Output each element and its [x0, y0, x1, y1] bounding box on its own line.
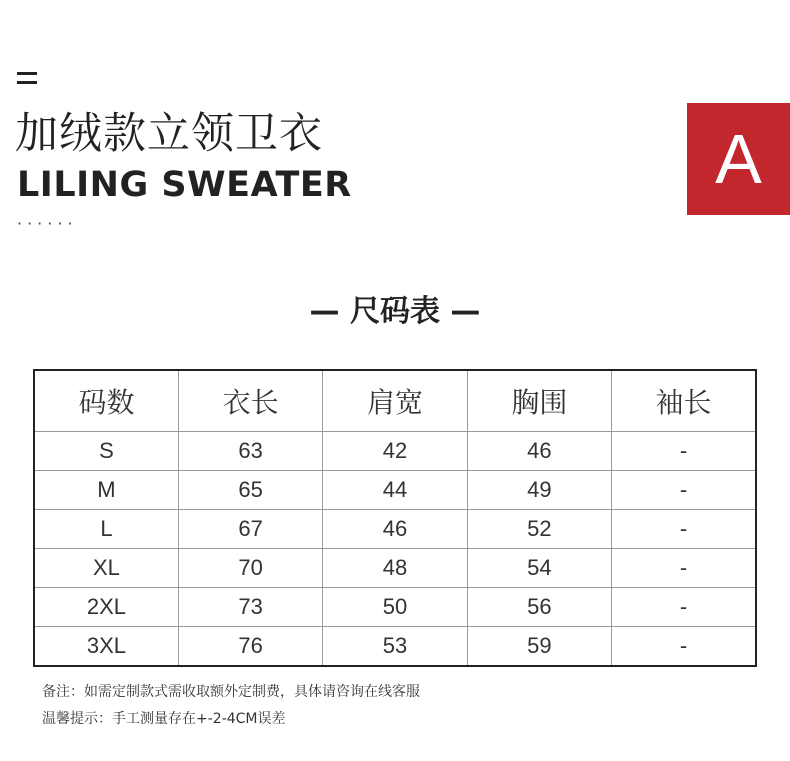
table-row [34, 471, 756, 510]
table-cell: - [612, 510, 756, 549]
menu-icon [17, 72, 37, 85]
table-cell: XL [34, 549, 178, 588]
table-cell: 73 [178, 588, 322, 627]
table-cell: 63 [178, 432, 322, 471]
table-cell: 67 [178, 510, 322, 549]
decorative-dots: ······ [17, 214, 78, 233]
table-header-row [34, 370, 756, 432]
table-cell: 3XL [34, 627, 178, 667]
header-sleeve: 袖长 [612, 370, 756, 432]
size-chart-title: — 尺码表 — [309, 294, 481, 329]
table-cell: M [34, 471, 178, 510]
measurement-tip: 温馨提示：手工测量存在+-2-4CM误差 [42, 711, 286, 727]
size-table [33, 369, 757, 667]
table-cell: 48 [323, 549, 467, 588]
table-cell: 46 [323, 510, 467, 549]
table-cell: 44 [323, 471, 467, 510]
letter-badge [687, 103, 790, 215]
header-chest: 胸围 [467, 370, 611, 432]
table-row [34, 588, 756, 627]
table-cell: L [34, 510, 178, 549]
product-title-en: LILING SWEATER [17, 165, 352, 205]
custom-order-note: 备注：如需定制款式需收取额外定制费，具体请咨询在线客服 [42, 684, 420, 700]
header-size: 码数 [34, 370, 178, 432]
table-cell: 49 [467, 471, 611, 510]
table-cell: 42 [323, 432, 467, 471]
table-row [34, 510, 756, 549]
table-cell: 52 [467, 510, 611, 549]
header-length: 衣长 [178, 370, 322, 432]
table-cell: 54 [467, 549, 611, 588]
table-cell: 65 [178, 471, 322, 510]
table-cell: 59 [467, 627, 611, 667]
table-cell: - [612, 588, 756, 627]
table-cell: 53 [323, 627, 467, 667]
product-title-cn: 加绒款立领卫衣 [15, 109, 323, 159]
table-row [34, 549, 756, 588]
table-cell: 46 [467, 432, 611, 471]
table-cell: - [612, 627, 756, 667]
table-cell: - [612, 471, 756, 510]
table-cell: 50 [323, 588, 467, 627]
table-cell: - [612, 432, 756, 471]
table-cell: 70 [178, 549, 322, 588]
table-row [34, 432, 756, 471]
badge-letter: A [715, 120, 762, 198]
table-cell: S [34, 432, 178, 471]
table-cell: 56 [467, 588, 611, 627]
table-cell: 2XL [34, 588, 178, 627]
table-cell: - [612, 549, 756, 588]
table-cell: 76 [178, 627, 322, 667]
table-row [34, 627, 756, 667]
header-shoulder: 肩宽 [323, 370, 467, 432]
